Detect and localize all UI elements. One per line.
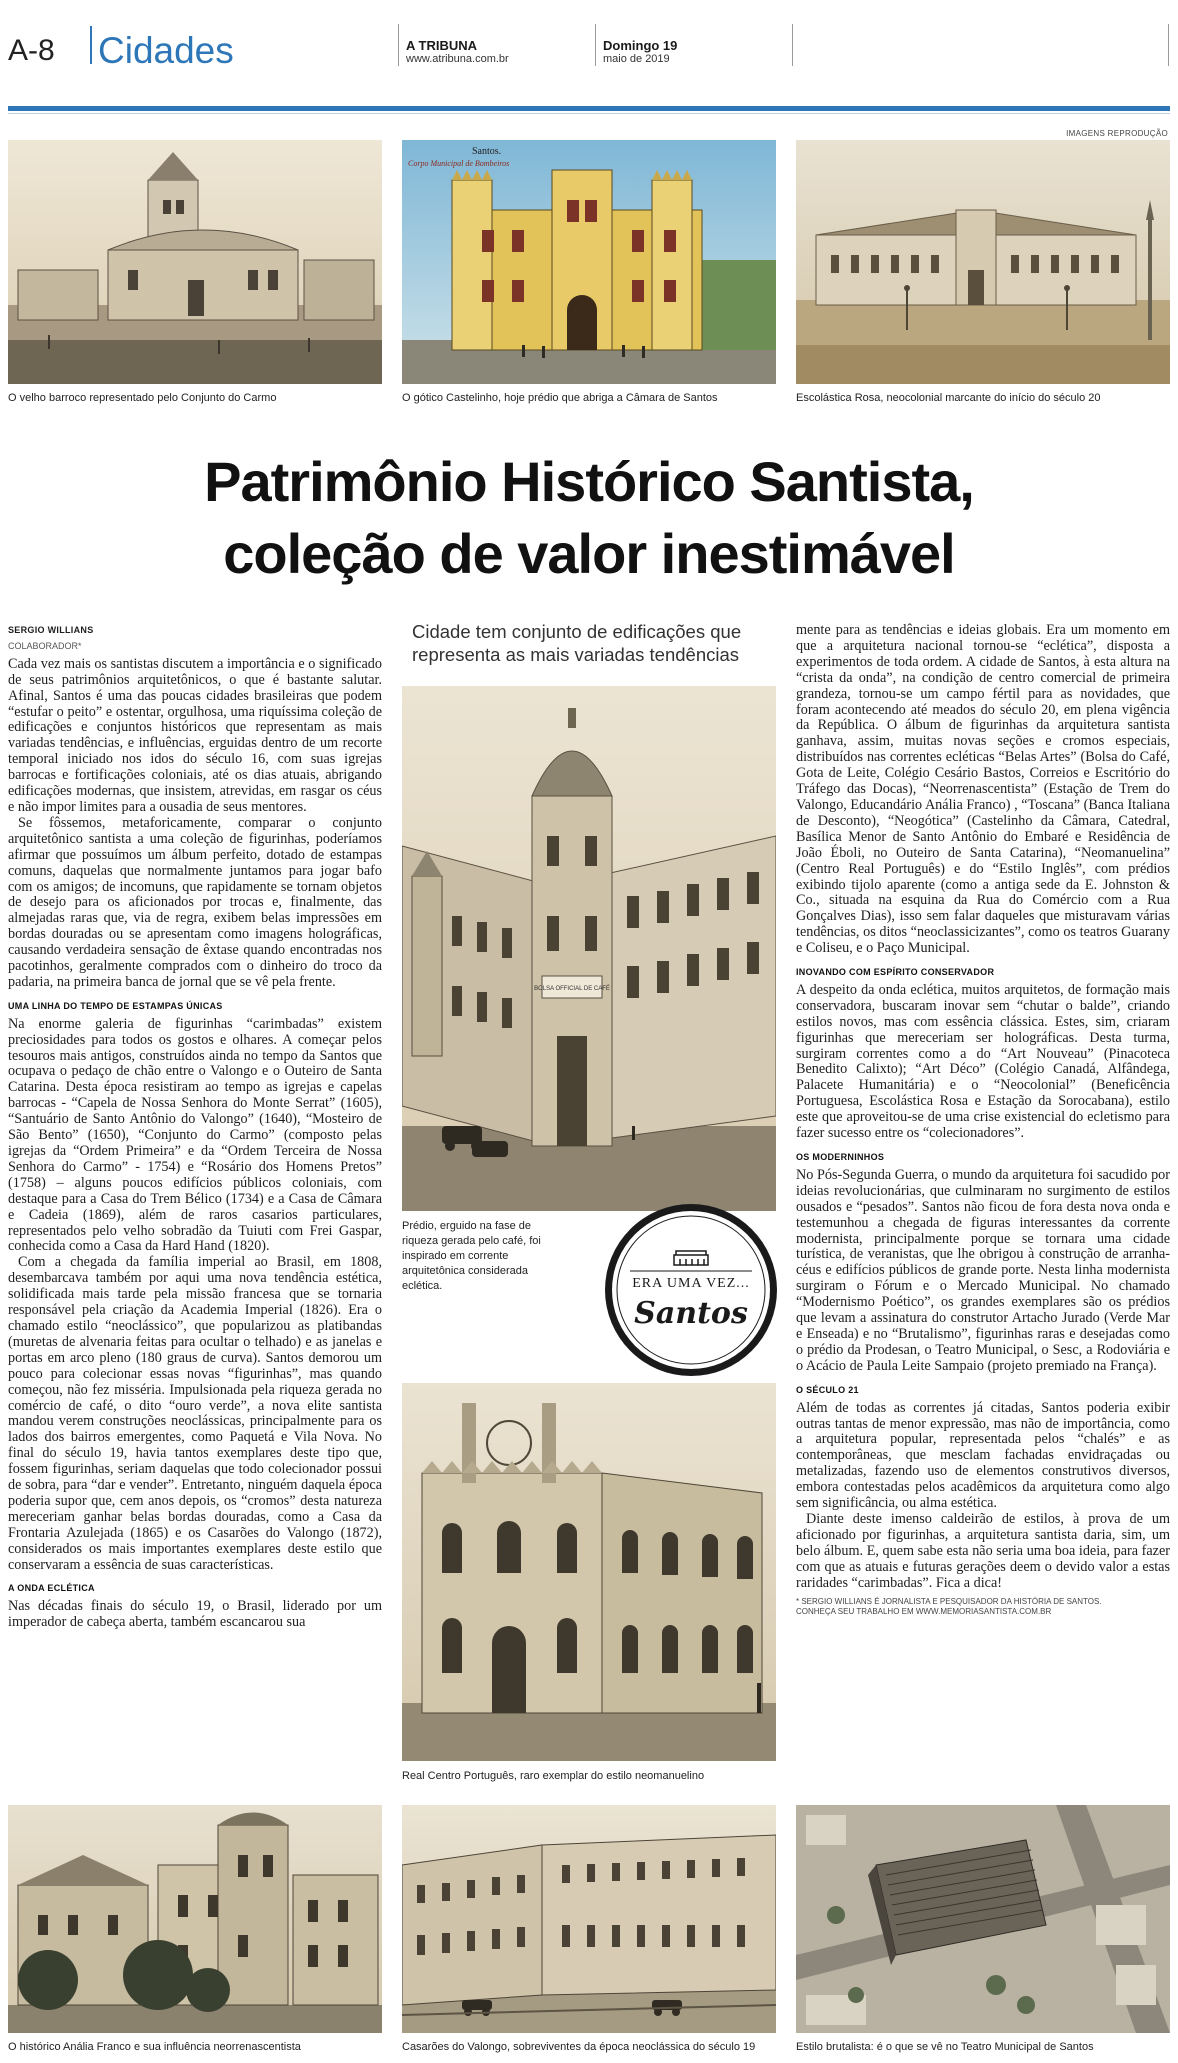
subheading: A ONDA ECLÉTICA bbox=[8, 1583, 95, 1594]
postcard-subtitle: Corpo Municipal de Bombeiros bbox=[408, 159, 510, 168]
photo-caption: O histórico Anália Franco e sua influência neorrenascentista bbox=[8, 2041, 301, 2053]
coffee-exchange-photo[interactable] bbox=[402, 686, 776, 1211]
theatre-aerial-photo[interactable] bbox=[796, 1805, 1170, 2033]
byline-role: COLABORADOR* bbox=[8, 640, 82, 651]
deck: Cidade tem conjunto de edificações que representa as mais variadas tendências bbox=[412, 621, 742, 665]
portuguese-center-photo[interactable] bbox=[402, 1383, 776, 1761]
subheading: O SÉCULO 21 bbox=[796, 1384, 859, 1395]
paragraph: mente para as tendências e ideias globais. Era um momento em que a arquitetura nacional tornou-se “eclética”, disposta a experimentos de toda ordem. A cidade de Santos, à esta altura na “crista da onda”, na condição de centro comercial de primeira grandeza, tornou-se um campo fértil para as novidades, que foram acontecendo até meados do século 20, em plena vigência da República. O álbum de figurinhas da arquitetura santista ganhava, assim, muitas novas seções e cromos especiais, distribuídos nas correntes ecléticas “Belas Artes” (Bolsa do Café, Gota de Leite, Colégio Cesário Bastos, Correios e Escritório do Tráfego das Docas), “Neorrenascentista” (Estação de Trem do Valongo, Educandário Anália Franco) , “Toscana” (Banca Italiana de Desconto), “Neogótica” (Castelinho da Câmara, Catedral, Basílica Menor de Santo Antônio do Embaré e Residência de João Éboli, no Outeiro de Santa Catarina), “Neomanuelina” (Centro Real Português) e do “Estilo Inglês”, com prédios exibindo tijolo aparente (como a antiga sede da E. Johnston & Co., situada na esquina da Rua do Comércio com a Rua Gonçalves Dias), isso sem falar daqueles que misturavam várias tendências, os ditos “neoclassicizantes”, como os teatros Guarany e Coliseu, e o Paço Municipal. bbox=[796, 623, 1170, 957]
logo-line-1: ERA UMA VEZ... bbox=[632, 1276, 750, 1291]
analia-franco-photo[interactable] bbox=[8, 1805, 382, 2033]
author-note: * SERGIO WILLIANS É JORNALISTA E PESQUISADOR DA HISTÓRIA DE SANTOS. bbox=[796, 1597, 1102, 1607]
paragraph: Se fôssemos, metaforicamente, comparar o conjunto arquitetônico santista a uma coleção de figurinhas, poderíamos afirmar que possuímos um álbum perfeito, dotado de estampas comuns, daquelas que normalmente juntamos para jogar bafo com os amigos; de incomuns, que rapidamente se tornam objetos de desejo para os aficionados por trocas e, finalmente, das almejadas raras que, via de regra, exibem belas impressões em bordas douradas ou se apresentam como imagens holográficas, causando verdadeira sensação de êxtase quando encontradas nos pacotinhos, geralmente comprados com o dinheiro do troco da padaria, na primeira banca de jornal que se vê pela frente. bbox=[8, 814, 382, 990]
article-column-left bbox=[8, 623, 382, 1776]
photo-caption: Estilo brutalista: é o que se vê no Teatro Municipal de Santos bbox=[796, 2041, 1094, 2053]
subheading: UMA LINHA DO TEMPO DE ESTAMPAS ÚNICAS bbox=[8, 1000, 223, 1011]
photo-caption: O velho barroco representado pelo Conjunto do Carmo bbox=[8, 392, 277, 404]
section-divider bbox=[90, 26, 92, 64]
castle-postcard[interactable] bbox=[402, 140, 776, 384]
headline-line-1: Patrimônio Histórico Santista, bbox=[204, 450, 974, 513]
masthead bbox=[0, 0, 1178, 110]
header-divider bbox=[1168, 24, 1169, 66]
headline-line-2: coleção de valor inestimável bbox=[223, 522, 955, 585]
paragraph: Nas décadas finais do século 19, o Brasil, liderado por um imperador de cabeça aberta, também escancarou sua bbox=[8, 1598, 382, 1631]
photo-caption: Escolástica Rosa, neocolonial marcante do início do século 20 bbox=[796, 392, 1101, 404]
article-column-right bbox=[796, 623, 1170, 1795]
paragraph: Além de todas as correntes já citadas, Santos poderia exibir outras tantas de menor expressão, mas não de importância, como a arquitetura popular, representada pelos “chalés” e as contemporâneas, que mesclam fachadas envidraçadas ou metalizadas, fazendo uso de elementos construtivos diversos, embora contestadas pelos acadêmicos da arquitetura como algo sem significância, ou alma estética. bbox=[796, 1399, 1170, 1512]
logo-line-2: Santos bbox=[634, 1296, 748, 1331]
thin-rule bbox=[8, 113, 1170, 114]
paragraph: Com a chegada da família imperial ao Brasil, em 1808, desembarcava também por aqui uma nova tendência estética, solidificada mais tarde pela missão francesa que se tornaria responsável pela criação da Academia Imperial (1826). Era o chamado estilo “neoclássico”, que popularizou as platibandas (muretas de alvenaria feitas para ocultar o telhado) e as janelas e portas em arco pleno (180 graus de curva). Santos demorou um pouco para colecionar essas novas “figurinhas”, mas quando começou, não fez misséria. Impulsionada pela riqueza gerada no comércio de café, o dito “ouro verde”, a nova elite santista mandou verem construções neoclássicas, principalmente para os lados dos bairros emergentes, como Paquetá e Vila Nova. No final do século 19, havia tantos exemplares deste tipo que, fossem figurinhas, seriam daquelas que todo colecionador possui de sobra, para “dar e vender”. Entretanto, ninguém daquela época poderia supor que, cem anos depois, os “cromos” desta natureza mereceriam ganhar belas bordas douradas, como a Casa da Frontaria Azulejada (1865) e os Casarões do Valongo (1872), considerados os mais importantes exemplares deste estilo que conservaram a essência de suas características. bbox=[8, 1254, 382, 1573]
paragraph: Na enorme galeria de figurinhas “carimbadas” existem preciosidades para todos os gostos e olhares. A começar pelos tesouros mais antigos, construídos ainda no tempo da Santos que ocupava o pedaço de chão entre o Valongo e o Outeiro de Santa Catarina. Desta época resistiram ao tempo as igrejas e capelas barrocas - “Capela de Nossa Senhora do Monte Serrat” (1605), “Santuário de Santo Antônio do Valongo” (1640), “Mosteiro de São Bento” (1650), “Conjunto do Carmo” (composto pelas igrejas da “Ordem Primeira” e da “Ordem Terceira de Nossa Senhora do Carmo” - 1754) e “Rosário dos Homens Pretos” (1758) – alguns poucos edifícios públicos coloniais, com destaque para a Casa do Trem Bélico (1734) e a Casa de Câmara e Cadeia (1869), além de raros casarios particulares, representados pelo velho sobradão da Tuiuti com Frei Gaspar, conhecida como a Casa da Hard Hand (1820). bbox=[8, 1015, 382, 1255]
photo-caption: Prédio, erguido na fase de riqueza gerada pelo café, foi inspirado em corrente arquitetônica considerada eclética. bbox=[402, 1220, 541, 1292]
date-day: Domingo 19 bbox=[603, 38, 678, 53]
page-number: A-8 bbox=[8, 34, 55, 67]
subheading: OS MODERNINHOS bbox=[796, 1152, 885, 1162]
headline bbox=[0, 446, 1178, 590]
paper-site-link[interactable]: www.atribuna.com.br bbox=[406, 53, 509, 65]
paper-name: A TRIBUNA bbox=[406, 38, 478, 53]
era-uma-vez-santos-logo bbox=[602, 1201, 780, 1379]
photo-caption: Real Centro Português, raro exemplar do estilo neomanuelino bbox=[402, 1770, 705, 1782]
paragraph: Diante deste imenso caldeirão de estilos, à prova de um aficionado por figurinhas, a arquitetura santista daria, sim, um belo álbum. E, quem sabe esta não seria uma boa ideia, para fazer com que as atuais e futuras gerações deem o devido valor a estas raridades “carimbadas”. Fica a dica! bbox=[796, 1510, 1170, 1591]
valongo-photo[interactable] bbox=[402, 1805, 776, 2033]
section-title: Cidades bbox=[98, 30, 234, 71]
school-photo[interactable] bbox=[796, 140, 1170, 384]
photo-caption: Casarões do Valongo, sobreviventes da época neoclássica do século 19 bbox=[402, 2041, 756, 2053]
church-photo[interactable] bbox=[8, 140, 382, 384]
image-credit: IMAGENS REPRODUÇÃO bbox=[1066, 129, 1168, 138]
photo-caption: O gótico Castelinho, hoje prédio que abriga a Câmara de Santos bbox=[402, 392, 718, 404]
paragraph: A despeito da onda eclética, muitos arquitetos, de formação mais conservadora, buscaram inovar sem “chutar o balde”, criando estilos novos, mas com essência clássica. Estes, sim, criaram figurinhas que mereceriam ser holográficas. Desta turma, surgiram correntes como a do “Art Nouveau” (Pinacoteca Benedito Calixto); “Art Déco” (Colégio Canadá, Alfândega, Palacete Humanitária) e o “Neocolonial” (Beneficência Portuguesa, Escolástica Rosa e Estação da Sorocabana), estilo este que aproveitou-se de uma crise existencial do ecletismo para fazer sucesso entre os “colecionadores”. bbox=[796, 981, 1170, 1142]
paragraph: Cada vez mais os santistas discutem a importância e o significado de seus patrimônios arquitetônicos, o que é bastante salutar. Afinal, Santos é uma das poucas cidades brasileiras que podem “estufar o peito” e ostentar, orgulhosa, uma riquíssima coleção de edificações e conjuntos históricos que representam as mais variadas tendências, e influências, erguidas dentro de um recorte temporal iniciado nos idos do século 16, com suas igrejas barrocas e fortificações coloniais, até os dias atuais, abrigando edificações modernas, que insistem, atrevidas, em rasgar os céus e não impor limites para a ousadia de seus mentores. bbox=[8, 655, 382, 815]
header-divider bbox=[792, 24, 793, 66]
postcard-title: Santos. bbox=[472, 146, 502, 157]
date-month: maio de 2019 bbox=[603, 53, 670, 65]
author-website-link[interactable]: CONHEÇA SEU TRABALHO EM WWW.MEMORIASANTISTA.COM.BR bbox=[796, 1607, 1052, 1617]
paragraph: No Pós-Segunda Guerra, o mundo da arquitetura foi sacudido por ideias revolucionárias, que culminaram no surgimento de estilos ousados e “pesados”. Santos não ficou de fora desta nova onda e testemunhou a chegada de figuras interessantes da corrente modernista, principalmente porque se tornara uma cidade turística, de veranistas, que lhe obrigou à construção de arranha-céus e edifícios públicos de grande porte. Nesta linha modernista surgiram o Fórum e o Mercado Municipal. No chamado “Modernismo Poético”, os grandes exemplares são os prédios que levam a assinatura do construtor Artacho Jurado (Verde Mar e Enseada) e no “Brutalismo”, figurinhas raras e desejadas como o prédio da Prodesan, o Teatro Municipal, o Sesc, a Rodoviária e o Acácio de Paula Leite Sampaio (projeto premiado na França). bbox=[796, 1166, 1170, 1374]
header-divider bbox=[595, 24, 596, 66]
header-divider bbox=[398, 24, 399, 66]
top-rule bbox=[8, 106, 1170, 111]
byline: SERGIO WILLIANS bbox=[8, 625, 94, 635]
building-sign: BOLSA OFFICIAL DE CAFÉ bbox=[534, 986, 610, 992]
subheading: INOVANDO COM ESPÍRITO CONSERVADOR bbox=[796, 967, 995, 978]
